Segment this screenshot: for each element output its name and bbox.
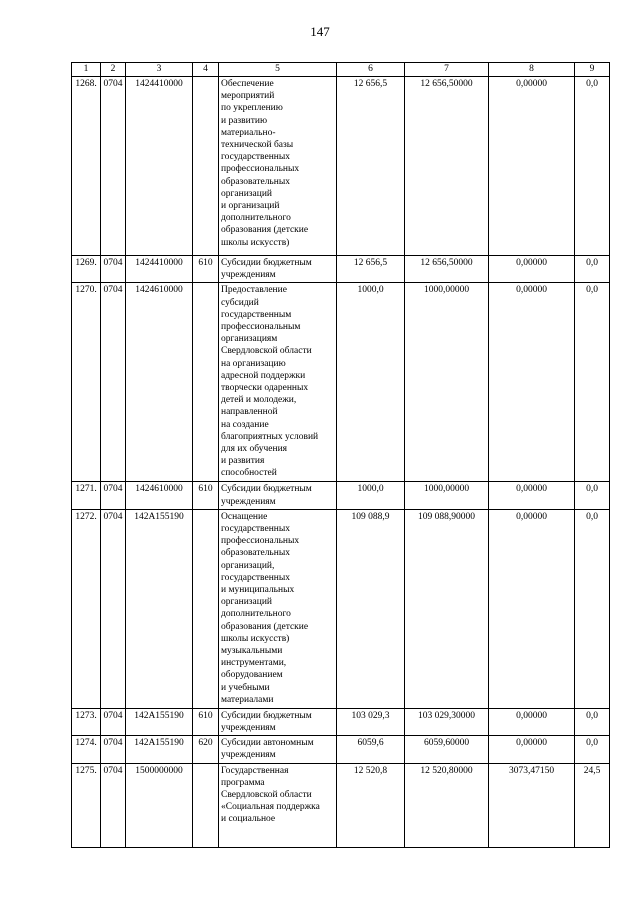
row-number-cell [72,509,101,708]
header-cell: 5 [219,63,337,77]
executed-amount-cell-text: 0,00000 [516,738,547,749]
target-code-cell-text: 1424410000 [135,79,183,89]
target-code-cell [126,283,193,482]
executed-amount-cell [489,77,575,256]
header-cell: 1 [72,63,101,77]
item-name-cell [219,283,337,482]
amount-cell [337,509,405,708]
executed-amount-cell-text: 0,00000 [516,710,547,721]
item-name-cell-text: Обеспечение мероприятий по укреплению и развитию материально- технической базы государственных профессиональных образовательных организаций и организаций дополнительного образования (детские школы искусств) [221,79,309,248]
amount-precise-cell [405,77,489,256]
section-code-cell [101,256,126,283]
section-code-cell [101,763,126,847]
percent-cell-text: 0,0 [586,285,598,296]
table-row [72,256,610,283]
section-code-cell-text: 0704 [103,285,123,296]
target-code-cell [126,482,193,509]
budget-table [71,62,610,848]
percent-cell [575,283,610,482]
amount-cell [337,736,405,763]
percent-cell-text: 0,0 [586,258,598,268]
section-code-cell [101,736,126,763]
row-number-cell [72,708,101,735]
section-code-cell [101,509,126,708]
target-code-cell-text: 142A155190 [134,511,184,522]
executed-amount-cell-text: 0,00000 [516,79,547,89]
header-cell: 6 [337,63,405,77]
header-cell: 3 [126,63,193,77]
amount-cell-text: 103 029,3 [351,710,390,721]
item-name-cell-text: Субсидии бюджетным учреждениям [221,258,312,281]
amount-precise-cell [405,283,489,482]
amount-cell [337,482,405,509]
percent-cell [575,482,610,509]
header-cell: 7 [405,63,489,77]
row-number-cell-text: 1275. [75,765,97,776]
header-cell: 8 [489,63,575,77]
item-name-cell [219,509,337,708]
item-name-cell [219,708,337,735]
amount-cell-text: 1000,0 [357,484,384,495]
section-code-cell [101,708,126,735]
header-cell: 4 [193,63,219,77]
executed-amount-cell [489,763,575,847]
amount-precise-cell-text: 12 520,80000 [420,765,473,776]
amount-precise-cell-text: 103 029,30000 [418,710,475,721]
row-number-cell-text: 1268. [75,79,97,89]
target-code-cell [126,77,193,256]
executed-amount-cell-text: 0,00000 [516,285,547,296]
expense-type-cell-text: 610 [198,710,213,721]
amount-precise-cell [405,736,489,763]
amount-precise-cell-text: 12 656,50000 [420,79,473,89]
item-name-cell [219,77,337,256]
row-number-cell-text: 1270. [75,285,97,296]
expense-type-cell [193,77,219,256]
percent-cell [575,763,610,847]
amount-precise-cell-text: 1000,00000 [423,484,470,495]
executed-amount-cell [489,283,575,482]
section-code-cell [101,283,126,482]
percent-cell [575,708,610,735]
percent-cell-text: 24,5 [583,765,601,776]
expense-type-cell [193,763,219,847]
amount-cell-text: 1000,0 [357,285,384,296]
item-name-cell [219,256,337,283]
amount-cell-text: 12 520,8 [353,765,388,776]
percent-cell-text: 0,0 [586,484,598,495]
item-name-cell-text: Субсидии автономным учреждениям [221,738,314,761]
section-code-cell-text: 0704 [103,79,123,89]
row-number-cell-text: 1272. [75,511,97,522]
item-name-cell [219,763,337,847]
target-code-cell [126,509,193,708]
item-name-cell [219,736,337,763]
target-code-cell [126,763,193,847]
amount-precise-cell [405,763,489,847]
amount-cell-text: 12 656,5 [353,79,388,89]
percent-cell [575,256,610,283]
executed-amount-cell-text: 3073,47150 [508,765,555,776]
section-code-cell-text: 0704 [103,710,123,721]
expense-type-cell [193,256,219,283]
percent-cell-text: 0,0 [586,79,598,89]
expense-type-cell-text: 610 [198,258,213,268]
amount-precise-cell-text: 109 088,90000 [418,511,475,522]
section-code-cell [101,482,126,509]
table-row [72,482,610,509]
target-code-cell-text: 142A155190 [134,710,184,721]
table-row [72,509,610,708]
item-name-cell-text: Государственная программа Свердловской области «Социальная поддержка и социальное [221,765,320,825]
target-code-cell-text: 1500000000 [135,765,183,776]
target-code-cell [126,708,193,735]
amount-precise-cell [405,256,489,283]
percent-cell [575,509,610,708]
table-row [72,77,610,256]
executed-amount-cell-text: 0,00000 [516,511,547,522]
expense-type-cell [193,736,219,763]
amount-precise-cell-text: 6059,60000 [423,738,470,749]
target-code-cell [126,736,193,763]
percent-cell [575,77,610,256]
executed-amount-cell [489,736,575,763]
amount-cell [337,708,405,735]
amount-cell-text: 6059,6 [357,738,384,749]
executed-amount-cell [489,708,575,735]
percent-cell [575,736,610,763]
target-code-cell-text: 1424410000 [135,258,183,268]
amount-precise-cell-text: 1000,00000 [423,285,470,296]
section-code-cell [101,77,126,256]
row-number-cell-text: 1271. [75,484,97,495]
item-name-cell-text: Предоставление субсидий государственным профессиональным организациям Свердловской области на организацию адресной поддержки творчески одаренных детей и молодежи, направленной на создание благоприятных условий для их обучения и развития способностей [221,285,319,479]
row-number-cell [72,763,101,847]
executed-amount-cell [489,482,575,509]
item-name-cell-text: Субсидии бюджетным учреждениям [221,710,312,734]
row-number-cell [72,256,101,283]
item-name-cell-text: Субсидии бюджетным учреждениям [221,484,312,507]
expense-type-cell [193,708,219,735]
row-number-cell [72,283,101,482]
percent-cell-text: 0,0 [586,511,598,522]
section-code-cell-text: 0704 [103,738,123,749]
amount-precise-cell [405,708,489,735]
section-code-cell-text: 0704 [103,511,123,522]
amount-cell [337,256,405,283]
target-code-cell [126,256,193,283]
header-row [72,63,610,77]
expense-type-cell [193,509,219,708]
amount-precise-cell [405,509,489,708]
amount-cell [337,763,405,847]
target-code-cell-text: 142A155190 [134,738,184,749]
table-row [72,763,610,847]
table-row [72,708,610,735]
amount-cell [337,283,405,482]
row-number-cell-text: 1273. [75,710,97,721]
amount-cell-text: 12 656,5 [353,258,388,268]
item-name-cell-text: Оснащение государственных профессиональных образовательных организаций, государственных и муниципальных организаций дополнительного образования (детские школы искусств) музыкальными инструментами, оборудованием и учебными материалами [221,511,309,705]
executed-amount-cell-text: 0,00000 [516,258,547,268]
target-code-cell-text: 1424610000 [135,484,183,495]
amount-cell-text: 109 088,9 [351,511,390,522]
executed-amount-cell [489,256,575,283]
row-number-cell-text: 1269. [75,258,97,268]
percent-cell-text: 0,0 [586,710,598,721]
row-number-cell [72,77,101,256]
amount-precise-cell-text: 12 656,50000 [420,258,473,268]
page-number: 147 [310,24,330,39]
header-cell: 9 [575,63,610,77]
expense-type-cell [193,482,219,509]
executed-amount-cell-text: 0,00000 [516,484,547,495]
row-number-cell [72,482,101,509]
table-row [72,736,610,763]
table-row [72,283,610,482]
expense-type-cell-text: 610 [198,484,213,495]
expense-type-cell [193,283,219,482]
target-code-cell-text: 1424610000 [135,285,183,296]
executed-amount-cell [489,509,575,708]
section-code-cell-text: 0704 [103,765,123,776]
section-code-cell-text: 0704 [103,258,123,268]
percent-cell-text: 0,0 [586,738,598,749]
row-number-cell-text: 1274. [75,738,97,749]
header-cell: 2 [101,63,126,77]
row-number-cell [72,736,101,763]
item-name-cell [219,482,337,509]
amount-cell [337,77,405,256]
section-code-cell-text: 0704 [103,484,123,495]
amount-precise-cell [405,482,489,509]
expense-type-cell-text: 620 [198,738,213,749]
